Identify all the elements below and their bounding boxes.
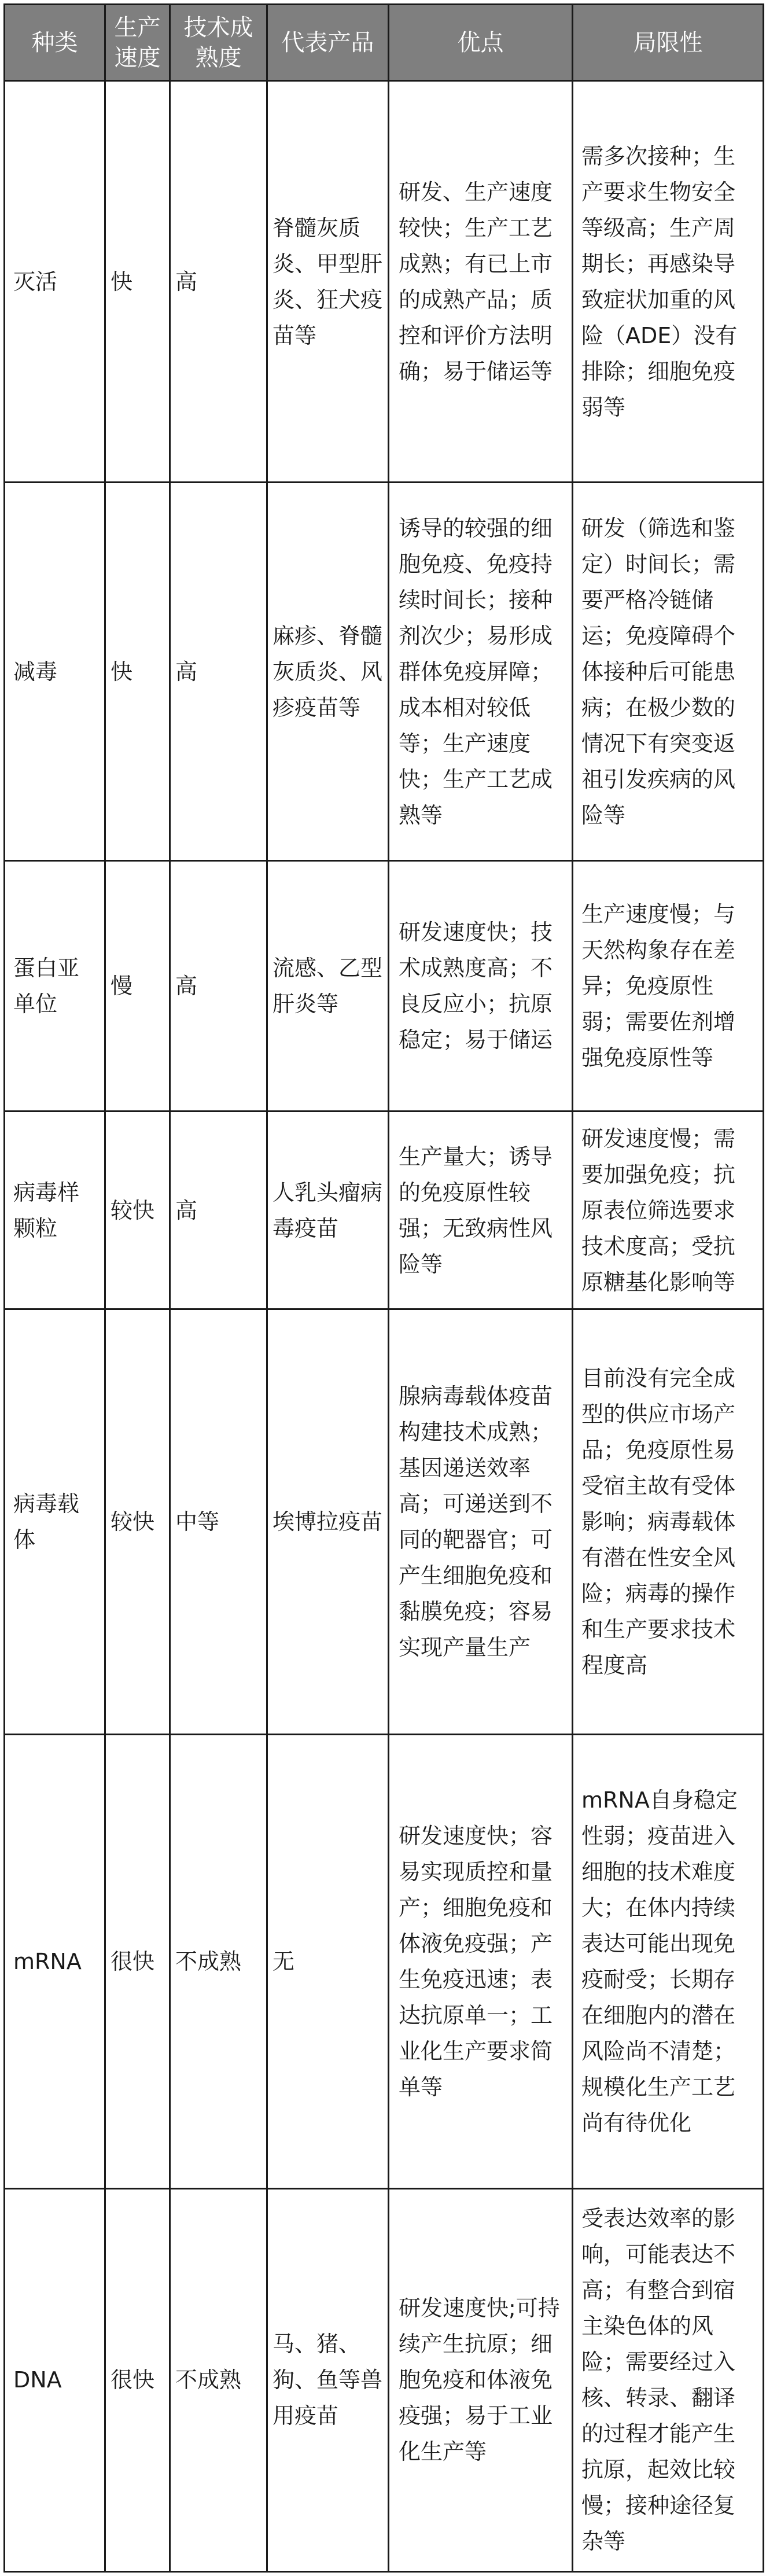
cell-product: 无 [267, 1734, 389, 2188]
cell-product: 流感、乙型肝炎等 [267, 861, 389, 1112]
cell-pros: 研发速度快；技术成熟度高；不良反应小；抗原稳定；易于储运 [389, 861, 573, 1112]
cell-pros: 腺病毒载体疫苗构建技术成熟；基因递送效率高；可递送到不同的靶器官；可产生细胞免疫和黏膜免疫；容易实现产量生产 [389, 1309, 573, 1735]
table-row-viral-vector [5, 1309, 764, 1735]
cell-product: 马、猪、狗、鱼等兽用疫苗 [267, 2188, 389, 2571]
cell-speed: 很快 [105, 2188, 170, 2571]
cell-maturity: 高 [170, 861, 267, 1112]
cell-maturity: 不成熟 [170, 1734, 267, 2188]
cell-cons: 研发速度慢；需要加强免疫；抗原表位筛选要求技术度高；受抗原糖基化影响等 [573, 1112, 764, 1309]
cell-cons: 研发（筛选和鉴定）时间长；需要严格冷链储运；免疫障碍个体接种后可能患病；在极少数的情况下有突变返祖引发疾病的风险等 [573, 483, 764, 861]
cell-maturity: 高 [170, 483, 267, 861]
cell-cons: 需多次接种；生产要求生物安全等级高；生产周期长；再感染导致症状加重的风险（ADE）没有排除；细胞免疫弱等 [573, 81, 764, 483]
cell-maturity: 高 [170, 81, 267, 483]
header-pros: 优点 [389, 5, 573, 81]
table-row-dna [5, 2188, 764, 2571]
table-row-mrna [5, 1734, 764, 2188]
cell-pros: 研发、生产速度较快；生产工艺成熟；有已上市的成熟产品；质控和评价方法明确；易于储运等 [389, 81, 573, 483]
cell-product: 麻疹、脊髓灰质炎、风疹疫苗等 [267, 483, 389, 861]
cell-speed: 慢 [105, 861, 170, 1112]
cell-cons: 受表达效率的影响，可能表达不高；有整合到宿主染色体的风险；需要经过入核、转录、翻译的过程才能产生抗原，起效比较慢；接种途径复杂等 [573, 2188, 764, 2571]
cell-maturity: 高 [170, 1112, 267, 1309]
cell-type: DNA [5, 2188, 105, 2571]
cell-type: 病毒样颗粒 [5, 1112, 105, 1309]
cell-speed: 快 [105, 483, 170, 861]
cell-type: 病毒载体 [5, 1309, 105, 1735]
cell-product: 埃博拉疫苗 [267, 1309, 389, 1735]
cell-type: 蛋白亚单位 [5, 861, 105, 1112]
header-cons: 局限性 [573, 5, 764, 81]
cell-maturity: 中等 [170, 1309, 267, 1735]
cell-speed: 较快 [105, 1309, 170, 1735]
cell-pros: 生产量大；诱导的免疫原性较强；无致病性风险等 [389, 1112, 573, 1309]
header-row [5, 5, 764, 81]
header-type: 种类 [5, 5, 105, 81]
cell-cons: 目前没有完全成型的供应市场产品；免疫原性易受宿主故有受体影响；病毒载体有潜在性安全风险；病毒的操作和生产要求技术程度高 [573, 1309, 764, 1735]
cell-type: 减毒 [5, 483, 105, 861]
cell-product: 人乳头瘤病毒疫苗 [267, 1112, 389, 1309]
cell-cons: 生产速度慢；与天然构象存在差异；免疫原性弱；需要佐剂增强免疫原性等 [573, 861, 764, 1112]
header-product: 代表产品 [267, 5, 389, 81]
cell-type: 灭活 [5, 81, 105, 483]
cell-maturity: 不成熟 [170, 2188, 267, 2571]
table-row-inactivated [5, 81, 764, 483]
cell-cons: mRNA自身稳定性弱；疫苗进入细胞的技术难度大；在体内持续表达可能出现免疫耐受；长期存在细胞内的潜在风险尚不清楚；规模化生产工艺尚有待优化 [573, 1734, 764, 2188]
table-row-subunit [5, 861, 764, 1112]
header-speed: 生产速度 [105, 5, 170, 81]
table-row-attenuated [5, 483, 764, 861]
cell-type: mRNA [5, 1734, 105, 2188]
cell-speed: 很快 [105, 1734, 170, 2188]
cell-product: 脊髓灰质炎、甲型肝炎、狂犬疫苗等 [267, 81, 389, 483]
table-row-vlp [5, 1112, 764, 1309]
cell-speed: 快 [105, 81, 170, 483]
header-maturity: 技术成熟度 [170, 5, 267, 81]
cell-pros: 研发速度快；容易实现质控和量产；细胞免疫和体液免疫强；产生免疫迅速；表达抗原单一；工业化生产要求简单等 [389, 1734, 573, 2188]
cell-speed: 较快 [105, 1112, 170, 1309]
cell-pros: 诱导的较强的细胞免疫、免疫持续时间长；接种剂次少；易形成群体免疫屏障；成本相对较低等；生产速度快；生产工艺成熟等 [389, 483, 573, 861]
vaccine-comparison-table [3, 3, 764, 2573]
cell-pros: 研发速度快;可持续产生抗原；细胞免疫和体液免疫强；易于工业化生产等 [389, 2188, 573, 2571]
